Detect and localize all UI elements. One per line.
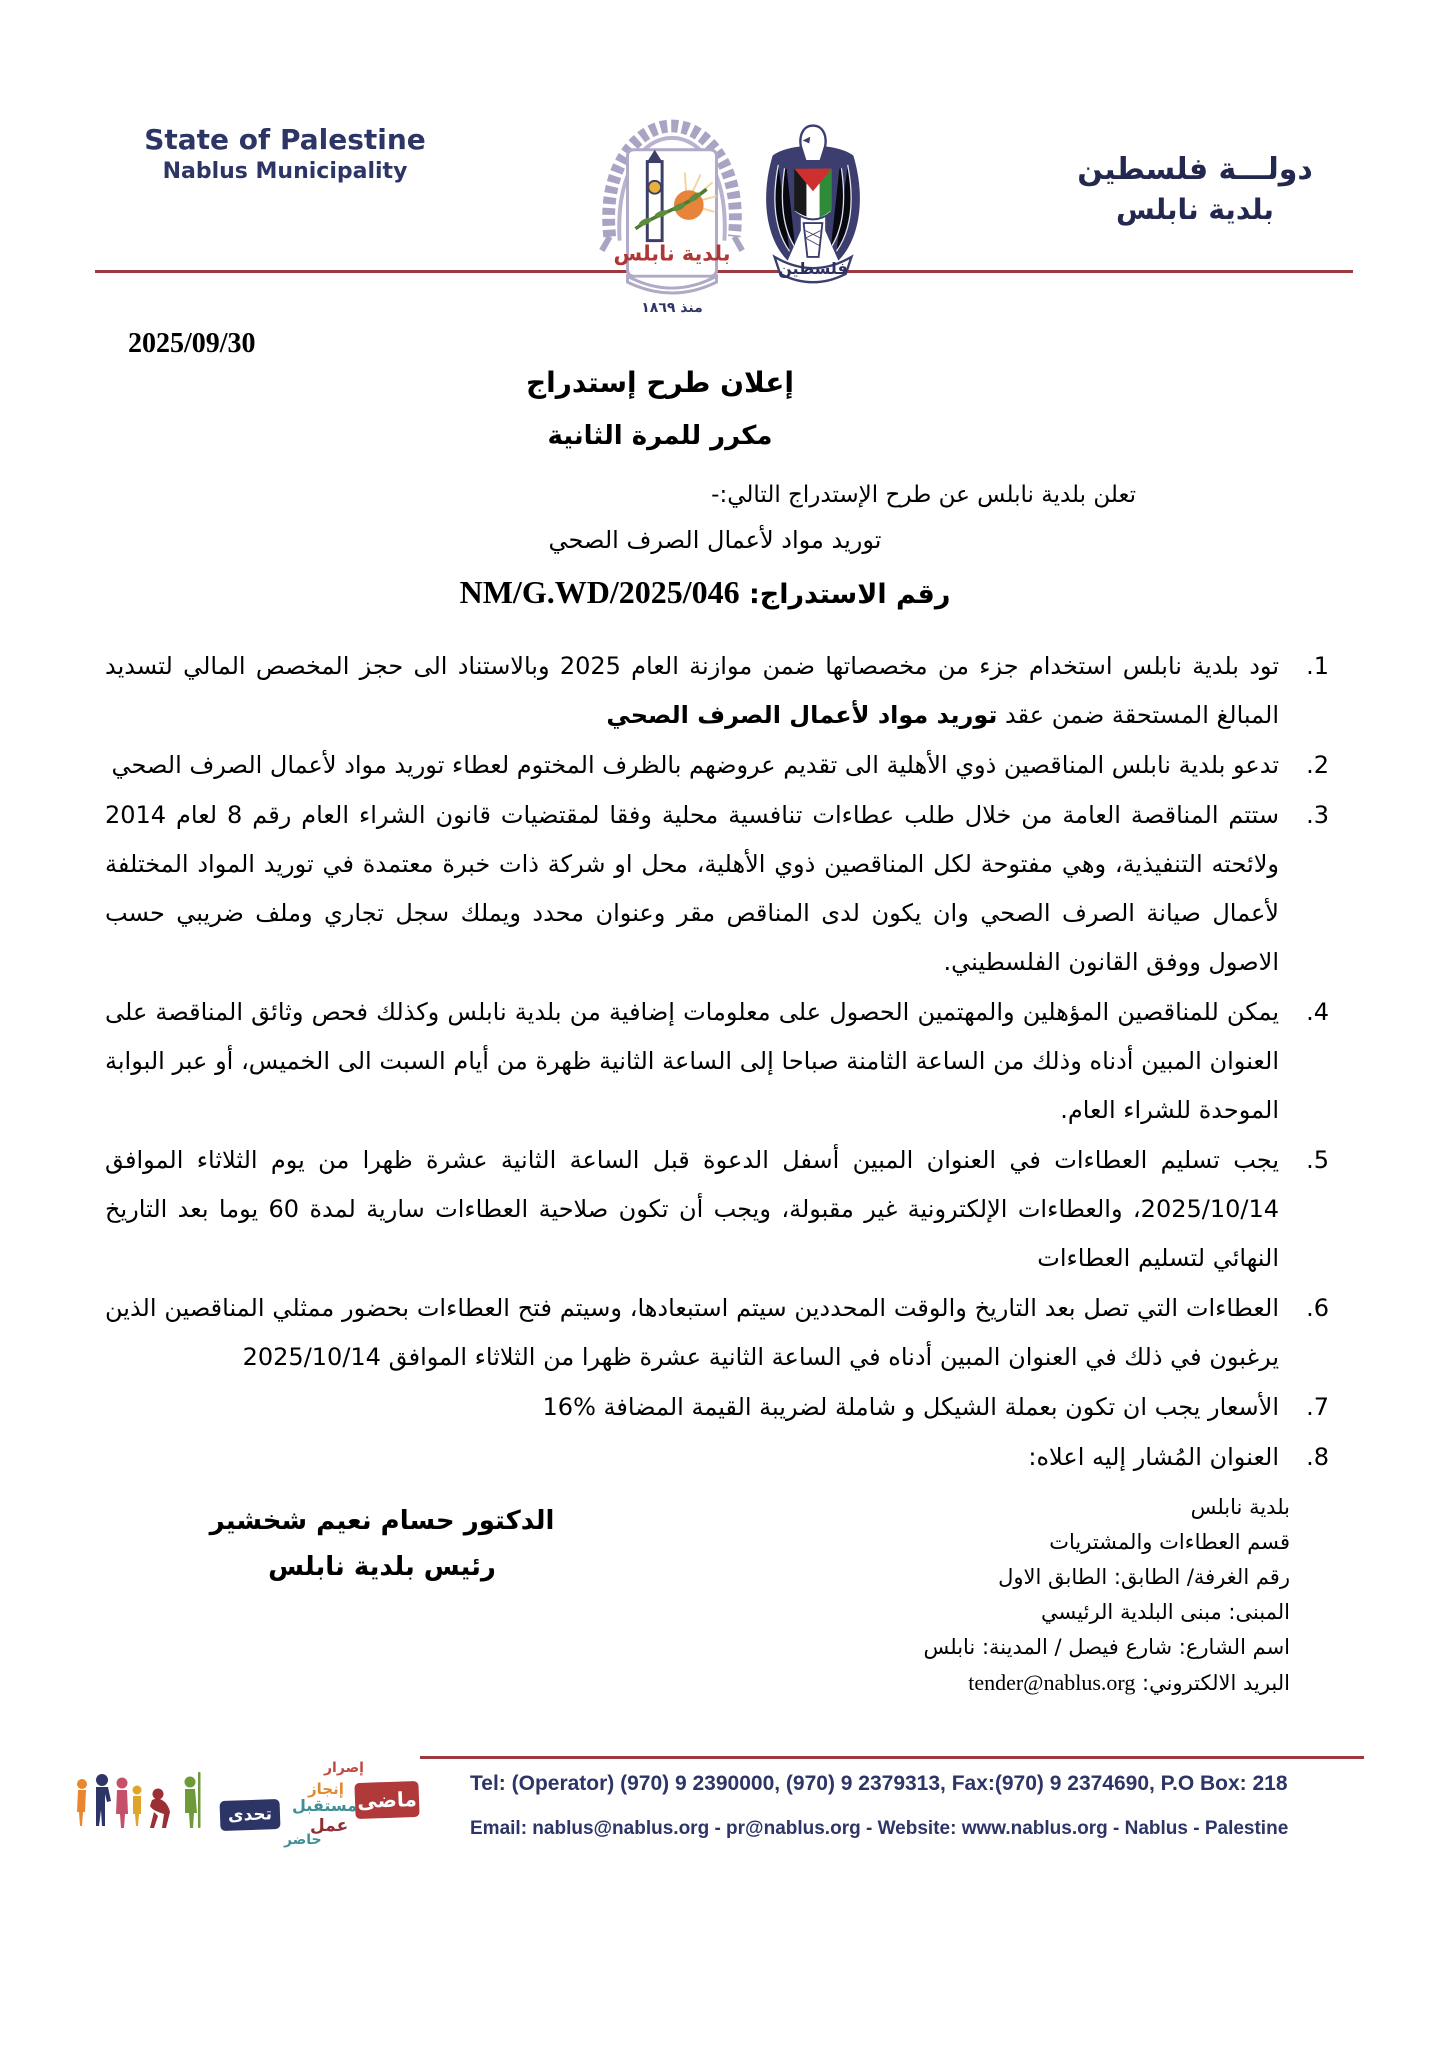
tender-item-3 [105, 791, 1333, 987]
tender-item-2 [105, 741, 1333, 790]
logo-word-challenge: تحدى [219, 1799, 280, 1831]
item-text: تود بلدية نابلس استخدام جزء من مخصصاتها ضمن موازنة العام 2025 وبالاستناد الى حجز المخصص المالي لتسديد المبالغ المستحقة ضمن عقد [105, 652, 1279, 729]
logo-word-past: ماضى [354, 1781, 419, 1819]
logo-word-achievement: إنجاز [308, 1780, 344, 1798]
tender-subject: توريد مواد لأعمال الصرف الصحي [548, 526, 882, 554]
item-text: ستتم المناقصة العامة من خلال طلب عطاءات تنافسية محلية وفقا لمقتضيات قانون الشراء العام رقم 8 لعام 2014 ولائحته التنفيذية، وهي مفتوحة لكل المناقصين ذوي الأهلية، محل او شركة ذات خبرة معتمدة في توريد المواد المختلفة لأعمال صيانة الصرف الصحي وان يكون لدى المناقص مقر وعنوان محدد ويملك سجل تجاري وملف ضريبي حسب الاصول ووفق القانون الفلسطيني. [105, 801, 1279, 976]
logo-word-future: مستقبل [292, 1796, 358, 1815]
org-name-ar-line2: بلدية نابلس [1116, 192, 1274, 226]
document-subtitle: مكرر للمرة الثانية [547, 421, 773, 451]
email-address: tender@nablus.org [968, 1670, 1136, 1695]
tender-number-line [0, 574, 1410, 611]
tender-item-4 [105, 988, 1333, 1135]
signature-block [182, 1498, 582, 1590]
item-number: 7. [1306, 1393, 1329, 1421]
tender-items-list [105, 642, 1333, 1483]
footer-email-line: Email: nablus@nablus.org - pr@nablus.org - Website: www.nablus.org - Nablus - Palestine [470, 1818, 1289, 1839]
address-email-line [923, 1665, 1290, 1701]
org-name-arabic [1060, 150, 1330, 228]
logo-word-present: حاضر [284, 1832, 322, 1848]
email-label: البريد الالكتروني: [1135, 1671, 1290, 1695]
item-text-bold: توريد مواد لأعمال الصرف الصحي [606, 701, 998, 729]
logo-word-persistence: إصرار [324, 1760, 364, 1776]
footer-divider-line [420, 1756, 1364, 1759]
palestine-eagle-seal-icon [752, 118, 874, 286]
item-number: 6. [1306, 1294, 1329, 1322]
tender-number-value: NM/G.WD/2025/046 [459, 574, 740, 610]
signatory-title: رئيس بلدية نابلس [268, 1552, 496, 1582]
item-number: 3. [1306, 801, 1329, 829]
item-text: يمكن للمناقصين المؤهلين والمهتمين الحصول على معلومات إضافية من بلدية نابلس وكذلك فحص وثائق المناقصة على العنوان المبين أدناه وذلك من الساعة الثامنة صباحا إلى الساعة الثانية ظهرة من أيام السبت الى الخميس، أو عبر البوابة الموحدة للشراء العام. [105, 998, 1279, 1124]
address-line: رقم الغرفة/ الطابق: الطابق الاول [998, 1565, 1290, 1589]
item-number: 8. [1306, 1443, 1329, 1471]
nablus-municipality-seal-icon [588, 110, 756, 308]
people-silhouettes-icon [70, 1768, 220, 1848]
palestine-seal-label: فلسطين [778, 258, 848, 278]
tender-item-8 [105, 1433, 1333, 1482]
document-date: 2025/09/30 [128, 328, 256, 359]
item-number: 2. [1306, 751, 1329, 779]
item-number: 5. [1306, 1146, 1329, 1174]
tender-item-7 [105, 1383, 1333, 1432]
signatory-name: الدكتور حسام نعيم شخشير [209, 1506, 555, 1536]
document-title: إعلان طرح إستدراج [526, 366, 794, 399]
org-name-en-line1: State of Palestine [144, 123, 426, 156]
municipality-footer-logo [70, 1758, 422, 1862]
intro-line: تعلن بلدية نابلس عن طرح الإستدراج التالي:- [711, 482, 1136, 508]
since-1869-label: منذ ١٨٦٩ [641, 300, 703, 316]
org-name-ar-line1: دولـــة فلسطين [1077, 152, 1313, 187]
tender-item-1 [105, 642, 1333, 740]
address-line: بلدية نابلس [1190, 1495, 1290, 1519]
item-text: الأسعار يجب ان تكون بعملة الشيكل و شاملة لضريبة القيمة المضافة %16 [542, 1393, 1279, 1421]
item-text: العطاءات التي تصل بعد التاريخ والوقت المحددين سيتم استبعادها، وسيتم فتح العطاءات بحضور ممثلي المناقصين الذين يرغبون في ذلك في العنوان المبين أدناه في الساعة الثانية عشرة ظهرا من الثلاثاء الموافق 2025/10/14 [105, 1294, 1279, 1371]
tender-item-6 [105, 1284, 1333, 1382]
nablus-seal-label: بلدية نابلس [613, 241, 731, 266]
org-name-english [140, 122, 430, 187]
tender-number-label: رقم الاستدراج: [739, 579, 951, 610]
address-line: المبنى: مبنى البلدية الرئيسي [1041, 1600, 1290, 1624]
item-text: تدعو بلدية نابلس المناقصين ذوي الأهلية الى تقديم عروضهم بالظرف المختوم لعطاء توريد مواد لأعمال الصرف الصحي [111, 751, 1279, 779]
logo-word-work: عمل [310, 1816, 349, 1836]
item-text: يجب تسليم العطاءات في العنوان المبين أسفل الدعوة قبل الساعة الثانية عشرة ظهرا من يوم الثلاثاء الموافق 2025/10/14، والعطاءات الإلكترونية غير مقبولة، ويجب أن تكون صلاحية العطاءات سارية لمدة 60 يوما بعد التاريخ النهائي لتسليم العطاءات [105, 1146, 1279, 1272]
address-line: اسم الشارع: شارع فيصل / المدينة: نابلس [923, 1635, 1290, 1659]
address-line: قسم العطاءات والمشتريات [1049, 1530, 1290, 1554]
item-number: 4. [1306, 998, 1329, 1026]
tender-item-5 [105, 1136, 1333, 1283]
item-number: 1. [1306, 652, 1329, 680]
contact-address-block [923, 1490, 1290, 1701]
item-text: العنوان المُشار إليه اعلاه: [1028, 1443, 1279, 1471]
org-name-en-line2: Nablus Municipality [162, 159, 408, 185]
footer-phone-line: Tel: (Operator) (970) 9 2390000, (970) 9 2379313, Fax:(970) 9 2374690, P.O Box: 218 [470, 1772, 1288, 1795]
